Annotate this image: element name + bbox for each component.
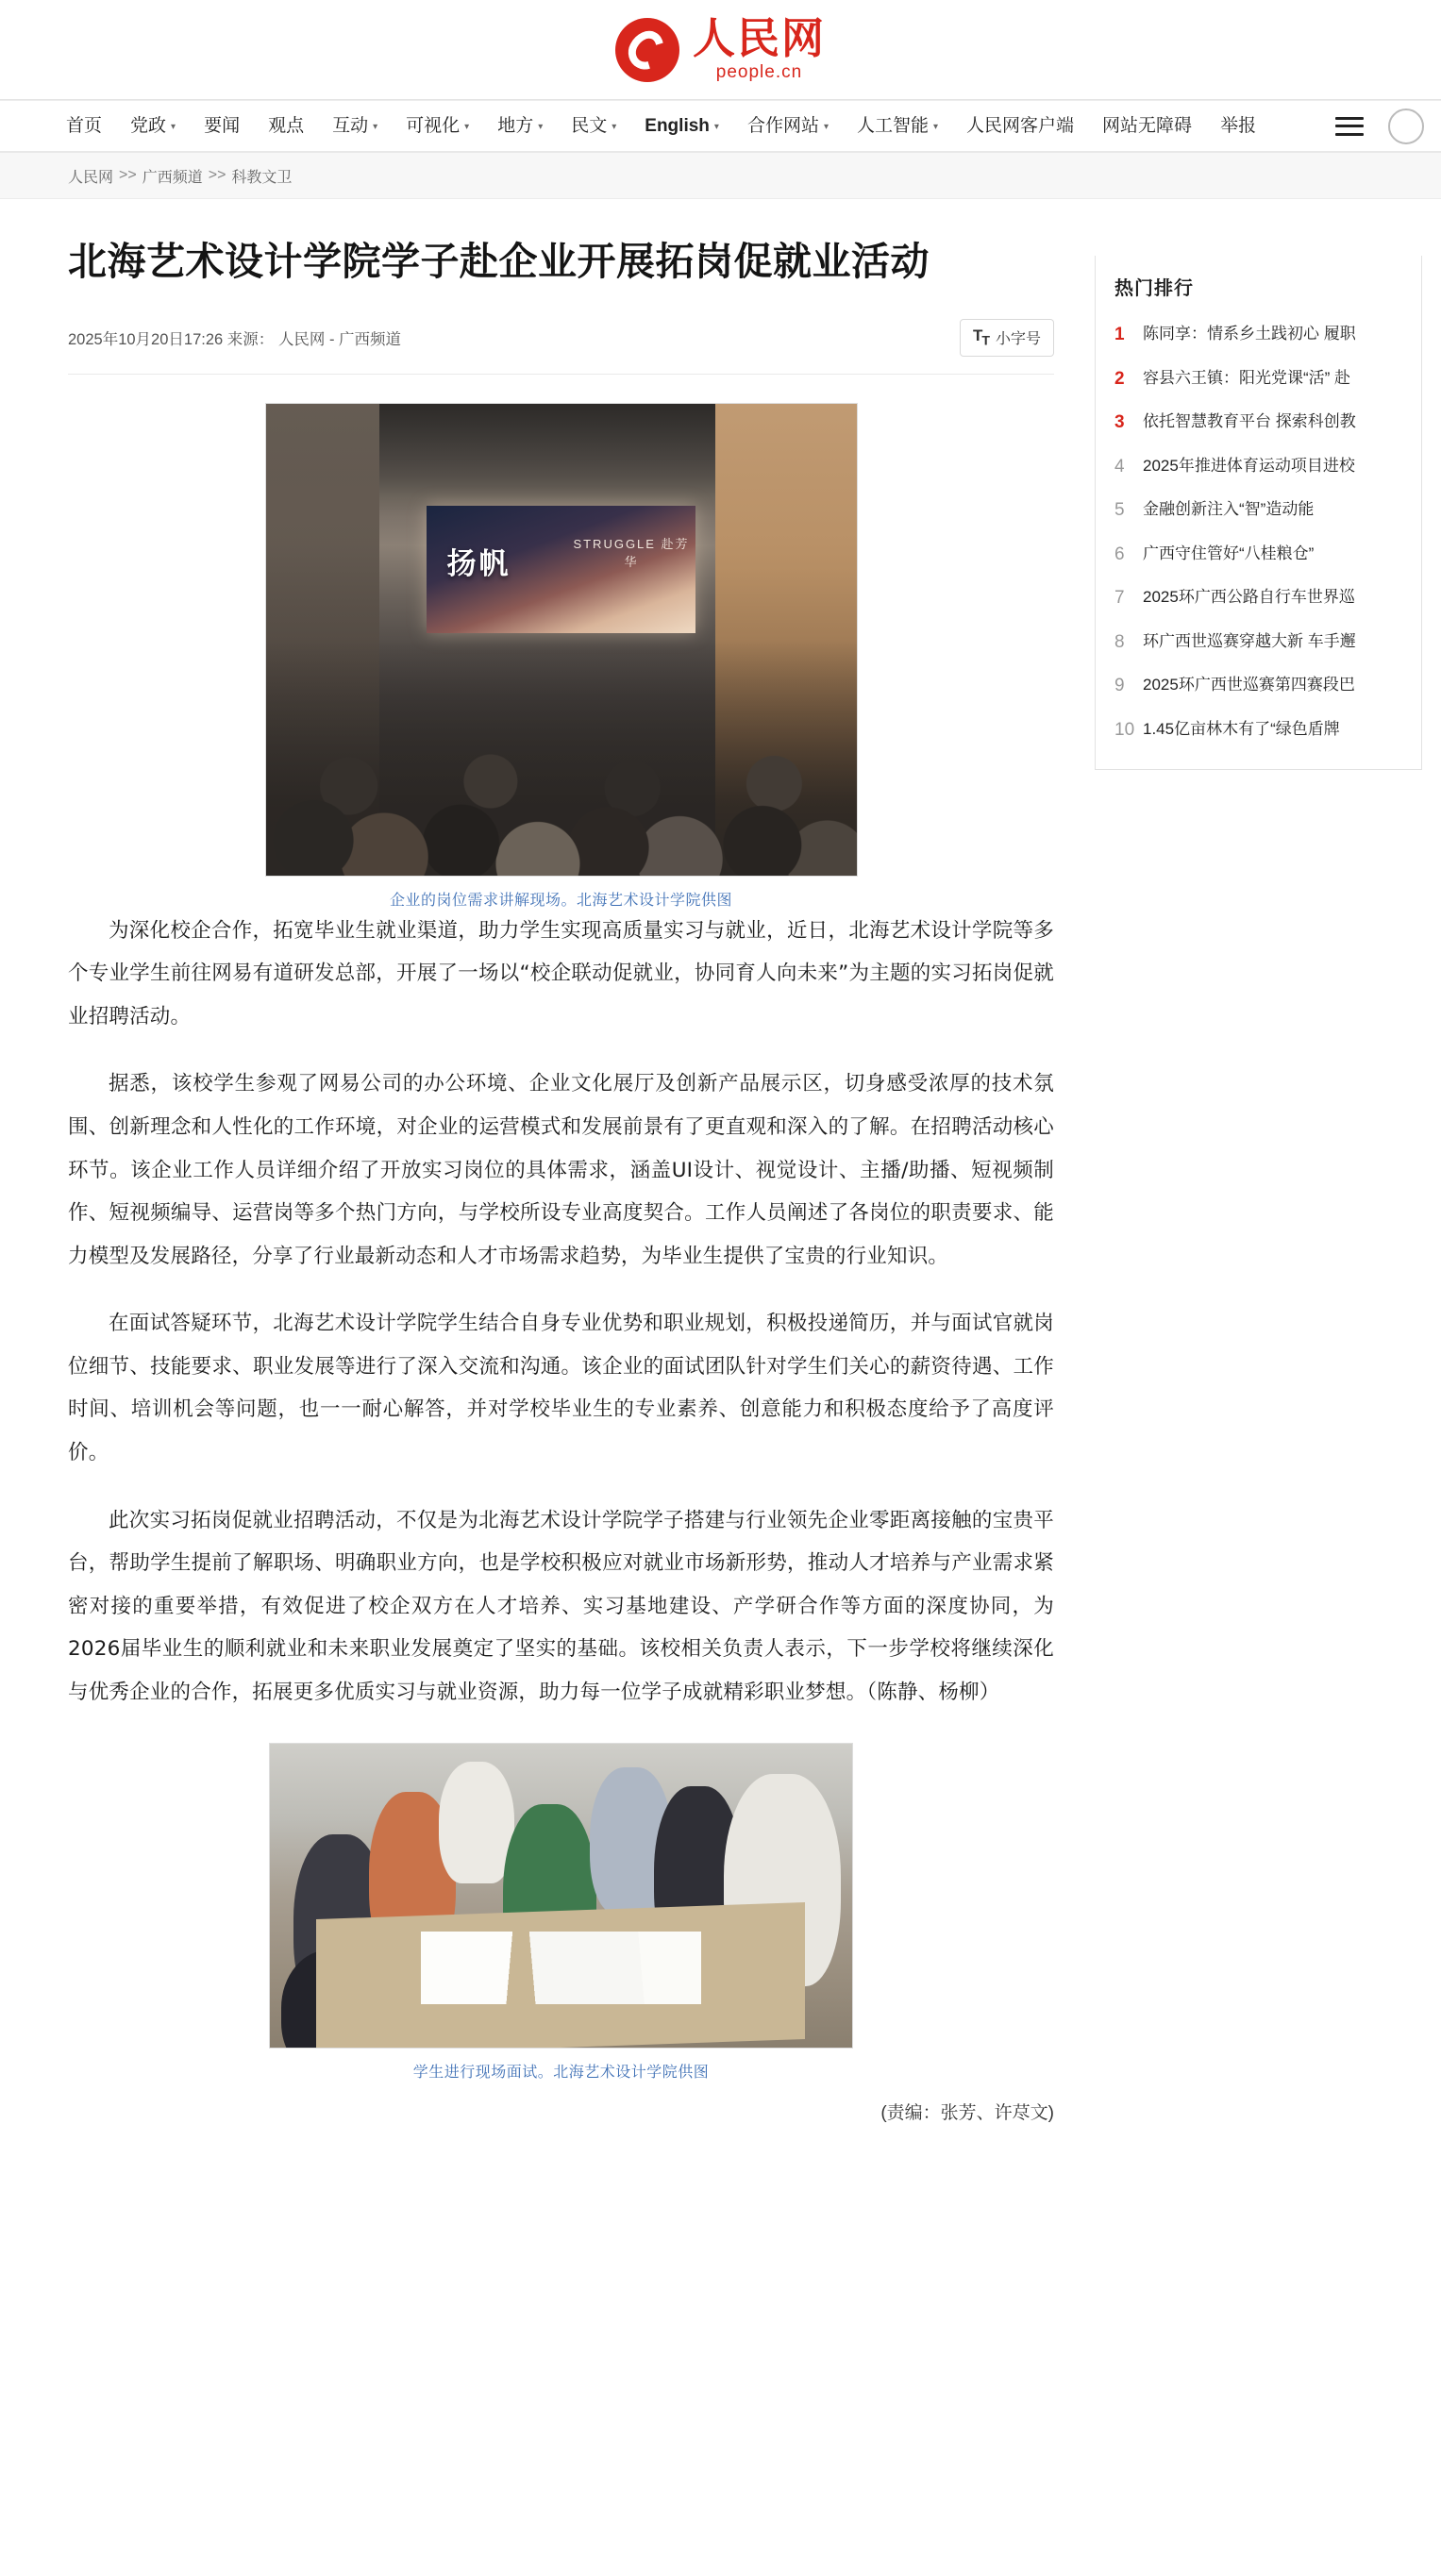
nav-label: 合作网站 [746,116,819,136]
rank-text: 陈同享：情系乡土践初心 履职 [1143,325,1356,343]
nav-item-7[interactable] [571,117,616,135]
nav-item-english[interactable] [645,117,719,135]
rank-number: 2 [1114,368,1125,389]
chevron-down-icon: ▾ [171,121,176,132]
auditorium-photo-figure [68,403,1054,910]
rank-text: 2025年推进体育运动项目进校 [1143,456,1355,475]
list-item[interactable] [1096,401,1421,445]
nav-item-12[interactable] [1102,117,1192,135]
list-item[interactable] [1096,664,1421,709]
chevron-down-icon: ▾ [612,121,617,132]
rank-number: 3 [1114,412,1125,432]
nav-label: 人工智能 [856,116,929,136]
presentation-screen [427,506,695,633]
sidebar-column [1095,199,1441,2218]
rank-number: 6 [1114,544,1125,564]
auditorium-photo-caption: 企业的岗位需求讲解现场。北海艺术设计学院供图 [389,892,732,909]
nav-item-1[interactable] [130,117,176,135]
interview-photo-caption: 学生进行现场面试。北海艺术设计学院供图 [412,2064,710,2081]
site-header [0,0,1441,100]
main-navigation [0,100,1441,153]
nav-label: 可视化 [406,116,461,136]
rank-number: 1 [1114,325,1125,344]
publish-date: 2025年10月20日17:26 [68,330,224,348]
source-label: 来源： [226,330,275,348]
chevron-down-icon: ▾ [713,121,719,132]
logo-english-name: people.cn [715,62,803,83]
breadcrumb-item-2[interactable]: 科教文卫 [231,169,293,186]
nav-right-tools [1335,109,1441,144]
nav-item-6[interactable] [497,117,543,135]
page-body [0,199,1441,2218]
hamburger-icon[interactable] [1335,117,1364,136]
rank-text: 金融创新注入“智”造动能 [1143,500,1315,518]
article-paragraph-2: 据悉，该校学生参观了网易公司的办公环境、企业文化展厅及创新产品展示区，切身感受浓厚的技术氛围、创新理念和人性化的工作环境，对企业的运营模式和发展前景有了更直观和深入的了解。在招聘活动核心环节。该企业工作人员详细介绍了开放实习岗位的具体需求，涵盖UI设计、视觉设计、主播/助播、短视频制作、短视频编导、运营岗等多个热门方向，与学校所设专业高度契合。工作人员阐述了各岗位的职责要求、能力模型及发展路径，分享了行业最新动态和人才市场需求趋势，为毕业生提供了宝贵的行业知识。 [68,1072,1054,1268]
source-name: 人民网 - 广西频道 [277,330,402,348]
breadcrumb-item-1[interactable]: 广西频道 [142,169,203,186]
article-paragraph-1: 为深化校企合作，拓宽毕业生就业渠道，助力学生实现高质量实习与就业，近日，北海艺术设计学院等多个专业学生前往网易有道研发总部，开展了一场以“校企联动促就业，协同育人向未来”为主题的实习拓岗促就业招聘活动。 [68,918,1054,1029]
rank-number: 4 [1114,456,1125,477]
nav-item-5[interactable] [406,117,469,135]
nav-item-9[interactable] [747,117,829,135]
breadcrumb-item-0[interactable]: 人民网 [68,169,114,186]
search-icon[interactable] [1388,109,1424,144]
nav-item-3[interactable] [268,117,304,135]
chevron-down-icon: ▾ [823,121,829,132]
font-size-label: 小字号 [995,331,1041,348]
article-column [0,199,1095,2218]
interview-photo [269,1743,853,2049]
chevron-down-icon: ▾ [538,121,544,132]
nav-label: English [645,116,710,136]
screen-title: 扬帆 [446,546,511,581]
logo-text [692,12,826,83]
editor-credit: (责编：张芳、许荩文) [880,2102,1054,2123]
nav-label: 互动 [332,116,369,136]
list-item[interactable] [1096,709,1421,753]
text-size-icon: $T_T$ [972,326,989,349]
list-item[interactable] [1096,313,1421,358]
breadcrumb-separator: >> [119,167,137,183]
hot-ranking-title: 热门排行 [1114,278,1194,299]
nav-item-0[interactable] [66,117,102,135]
page-title: 北海艺术设计学院学子赴企业开展拓岗促就业活动 [68,239,930,284]
chevron-down-icon: ▾ [933,121,939,132]
interview-photo-figure [68,1743,1054,2082]
nav-label: 网站无障碍 [1102,116,1193,136]
nav-label: 民文 [571,116,608,136]
hot-ranking-panel [1095,256,1422,770]
resume-papers [421,1932,700,2004]
bottom-spacer [68,2162,1095,2218]
rank-number: 8 [1114,631,1125,652]
list-item[interactable] [1096,358,1421,402]
list-item[interactable] [1096,445,1421,490]
list-item[interactable] [1096,577,1421,621]
list-item[interactable] [1096,621,1421,665]
nav-label: 举报 [1220,116,1257,136]
nav-label: 党政 [130,116,167,136]
article-meta [68,319,1054,374]
article-paragraph-4: 此次实习拓岗促就业招聘活动，不仅是为北海艺术设计学院学子搭建与行业领先企业零距离接触的宝贵平台，帮助学生提前了解职场、明确职业方向，也是学校积极应对就业市场新形势，推动人才培养与产业需求紧密对接的重要举措，有效促进了校企双方在人才培养、实习基地建设、产学研合作等方面的深度协同，为2026届毕业生的顺利就业和未来职业发展奠定了坚实的基础。该校相关负责人表示，下一步学校将继续深化与优秀企业的合作，拓展更多优质实习与就业资源，助力每一位学子成就精彩职业梦想。（陈静、杨柳） [68,1508,1054,1704]
rank-text: 依托智慧教育平台 探索科创教 [1143,412,1356,430]
rank-number: 10 [1114,719,1135,740]
nav-item-4[interactable] [332,117,377,135]
list-item[interactable] [1096,533,1421,577]
rank-text: 容县六王镇：阳光党课“活” 赴 [1143,368,1351,387]
chevron-down-icon: ▾ [464,121,470,132]
rank-number: 7 [1114,588,1125,608]
nav-label: 地方 [497,116,534,136]
site-logo[interactable] [615,12,826,83]
nav-item-10[interactable] [857,117,938,135]
nav-label: 人民网客户端 [966,116,1075,136]
nav-label: 观点 [268,116,305,136]
nav-item-11[interactable] [966,117,1074,135]
auditorium-photo [265,403,858,877]
chevron-down-icon: ▾ [373,121,378,132]
rank-text: 2025环广西世巡赛第四赛段巴 [1143,676,1355,694]
logo-chinese-name: 人民网 [692,12,826,63]
list-item[interactable] [1096,489,1421,533]
people-cn-logo-icon [615,18,679,82]
person-shape [439,1762,514,1883]
article-body [68,910,1095,1715]
font-size-button[interactable] [960,319,1054,356]
nav-item-2[interactable] [204,117,240,135]
article-paragraph-3: 在面试答疑环节，北海艺术设计学院学生结合自身专业优势和职业规划，积极投递简历，并与面试官就岗位细节、技能要求、职业发展等进行了深入交流和沟通。该企业的面试团队针对学生们关心的薪资待遇、工作时间、培训机会等问题，也一一耐心解答，并对学校毕业生的专业素养、创意能力和积极态度给予了高度评价。 [68,1312,1054,1465]
rank-text: 1.45亿亩林木有了“绿色盾牌 [1143,719,1340,738]
nav-label: 首页 [66,116,103,136]
audience-crowd [266,640,857,876]
rank-text: 环广西世巡赛穿越大新 车手邂 [1143,631,1356,650]
rank-text: 2025环广西公路自行车世界巡 [1143,588,1355,606]
rank-number: 5 [1114,500,1125,520]
breadcrumb-separator: >> [208,167,226,183]
screen-subtitle: STRUGGLE 赴芳华 [573,536,690,569]
rank-text: 广西守住管好“八桂粮仓” [1143,544,1315,562]
article-meta-text [68,326,960,349]
nav-item-13[interactable] [1220,117,1256,135]
nav-label: 要闻 [204,116,241,136]
breadcrumb [0,153,1441,199]
rank-number: 9 [1114,676,1125,695]
